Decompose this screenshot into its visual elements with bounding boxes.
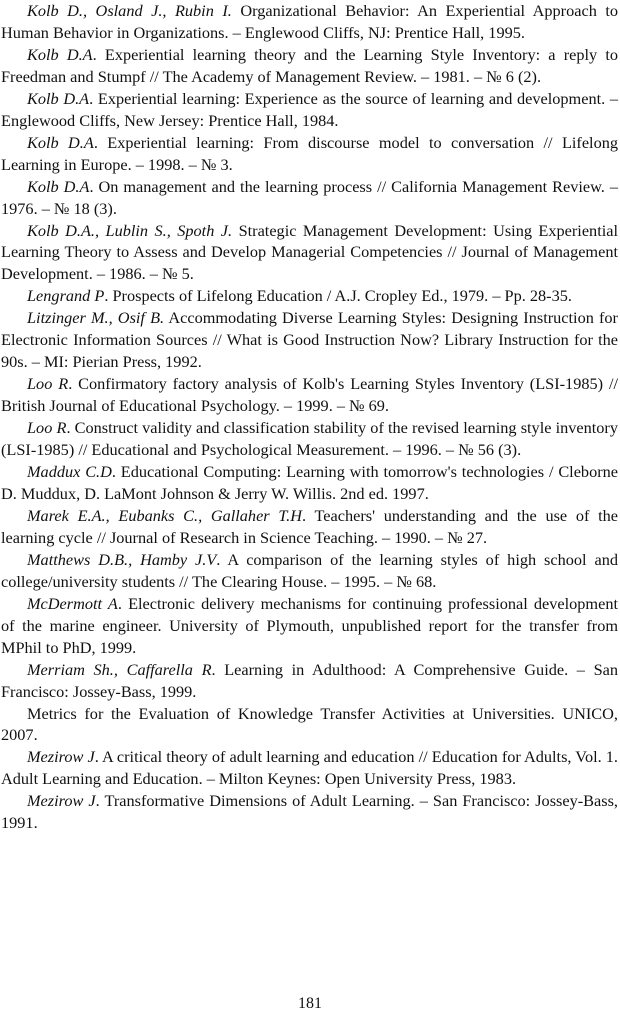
reference-text: Organizational Behavior: An Experiential Approach to Human Behavior in Organizations. – Englewood Cliffs, NJ: Prentice Hall, 1995. — [1, 1, 619, 42]
reference-author: McDermott A — [27, 593, 118, 613]
reference-text: . Teachers' understanding and the use of the learning cycle // Journal of Research in Science Teaching. – 1990. – № 27. — [1, 505, 619, 547]
reference-entry — [1, 0, 618, 44]
reference-author: Kolb D.A., Lublin S., Spoth J. — [27, 220, 233, 240]
reference-entry — [1, 285, 618, 307]
reference-entry — [1, 176, 618, 220]
reference-entry — [1, 132, 618, 176]
reference-text: Metrics for the Evaluation of Knowledge Transfer Activities at Universities. UNICO, 2007. — [1, 703, 618, 745]
reference-author: Litzinger M., Osif B. — [27, 308, 165, 328]
reference-text: . Confirmatory factory analysis of Kolb's Learning Styles Inventory (LSI-1985) // British Journal of Educational Psychology. – 1999. – № 69. — [1, 374, 618, 416]
reference-entry — [1, 659, 618, 703]
reference-entry — [1, 88, 618, 132]
reference-text: . Transformative Dimensions of Adult Learning. – San Francisco: Jossey-Bass, 1991. — [1, 791, 618, 833]
reference-text: . Experiential learning theory and the Learning Style Inventory: a reply to Freedman and Stumpf // The Academy of Management Review. – 1981. – № 6 (2). — [1, 44, 618, 86]
reference-author: Kolb D.A — [27, 176, 90, 196]
reference-entry — [1, 746, 618, 790]
reference-entry — [1, 220, 618, 286]
page-number: 181 — [298, 995, 322, 1012]
reference-entry — [1, 417, 618, 461]
reference-text: . Educational Computing: Learning with tomorrow's technologies / Cleborne D. Muddux, D. LaMont Johnson & Jerry W. Willis. 2nd ed. 1997. — [1, 462, 618, 503]
reference-text: . Construct validity and classification stability of the revised learning style inventory (LSI-1985) // Educational and Psychological Measurement. – 1996. – № 56 (3). — [1, 418, 618, 460]
reference-author: Mezirow J — [27, 791, 96, 811]
reference-author: Lengrand P — [27, 286, 105, 306]
reference-entry — [1, 505, 618, 549]
reference-author: Merriam Sh., Caffarella R — [27, 659, 212, 679]
reference-entry — [1, 790, 618, 834]
reference-text: . A comparison of the learning styles of high school and college/university students // The Clearing House. – 1995. – № 68. — [1, 549, 619, 591]
reference-entry — [1, 373, 618, 417]
reference-text: Accommodating Diverse Learning Styles: Designing Instruction for Electronic Information Sources // What is Good Instruction Now? Library Instruction for the 90s. – MI: Pierian Press, 1992. — [1, 308, 618, 372]
reference-author: Loo R — [27, 418, 67, 438]
reference-text: Strategic Management Development: Using Experiential Learning Theory to Assess and Develop Managerial Competencies // Journal of Management Development. – 1986. – № 5. — [1, 220, 618, 284]
reference-entry — [1, 703, 618, 747]
reference-author: Loo R — [27, 374, 69, 394]
reference-author: Kolb D.A — [27, 44, 93, 64]
reference-author: Matthews D.B., Hamby J.V — [27, 549, 217, 569]
reference-text: . Experiential learning: Experience as the source of learning and development. – Englewood Cliffs, New Jersey: Prentice Hall, 1984. — [1, 88, 618, 130]
reference-text: . On management and the learning process // California Management Review. – 1976. – № 18 (3). — [1, 176, 618, 218]
reference-author: Kolb D.A — [27, 132, 94, 152]
reference-text: . A critical theory of adult learning and education // Education for Adults, Vol. 1. Adult Learning and Education. – Milton Keynes: Open University Press, 1983. — [1, 747, 618, 789]
reference-entry — [1, 461, 618, 505]
reference-author: Maddux C.D — [27, 462, 112, 482]
reference-author: Kolb D.A — [27, 88, 90, 108]
reference-author: Mezirow J — [27, 747, 95, 767]
reference-entry — [1, 549, 618, 593]
reference-text: . Electronic delivery mechanisms for continuing professional development of the marine engineer. University of Plymouth, unpublished report for the transfer from MPhil to PhD, 1999. — [1, 593, 618, 657]
reference-entry — [1, 593, 618, 659]
reference-list — [1, 0, 618, 834]
reference-author: Kolb D., Osland J., Rubin I. — [27, 1, 232, 20]
reference-text: . Prospects of Lifelong Education / A.J. Cropley Ed., 1979. – Pp. 28-35. — [104, 286, 572, 306]
reference-entry — [1, 44, 618, 88]
reference-author: Marek E.A., Eubanks C., Gallaher T.H — [27, 505, 303, 525]
reference-entry — [1, 307, 618, 373]
reference-text: . Experiential learning: From discourse model to conversation // Lifelong Learning in Europe. – 1998. – № 3. — [1, 132, 619, 174]
reference-text: . Learning in Adulthood: A Comprehensive Guide. – San Francisco: Jossey-Bass, 1999. — [1, 659, 618, 701]
